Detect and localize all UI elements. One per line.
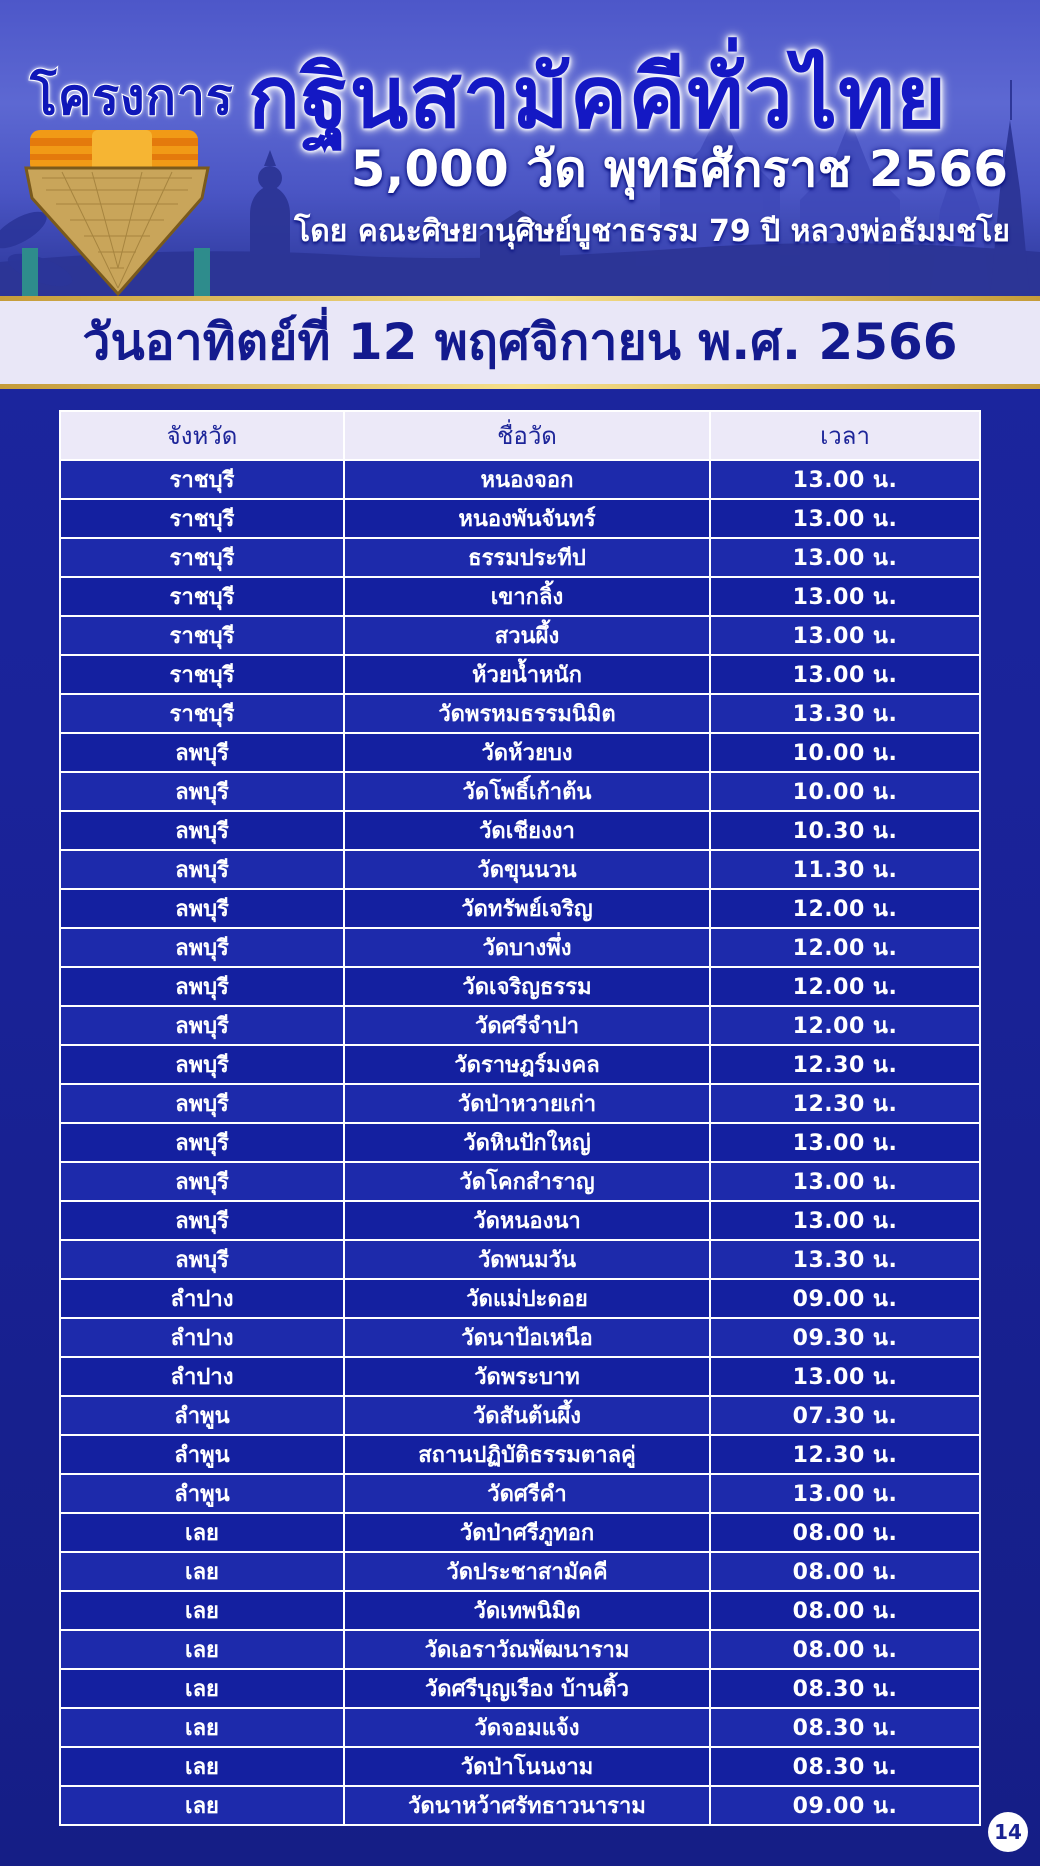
table-row (60, 1240, 980, 1279)
cell-temple-name: วัดบางพึ่ง (344, 928, 710, 967)
table-row (60, 1123, 980, 1162)
cell-time: 08.00 น. (710, 1552, 980, 1591)
table-row (60, 1084, 980, 1123)
organizer-line: โดย คณะศิษยานุศิษย์บูชาธรรม 79 ปี หลวงพ่อธัมมชโย (294, 214, 1010, 249)
table-header-row (60, 411, 980, 460)
cell-province: ลพบุรี (60, 1162, 344, 1201)
cell-time: 08.30 น. (710, 1669, 980, 1708)
cell-temple-name: วัดศรีบุญเรือง บ้านติ้ว (344, 1669, 710, 1708)
date-text: วันอาทิตย์ที่ 12 พฤศจิกายน พ.ศ. 2566 (82, 313, 958, 371)
table-row (60, 1747, 980, 1786)
cell-temple-name: วัดเอราวัณพัฒนาราม (344, 1630, 710, 1669)
cell-time: 13.00 น. (710, 1357, 980, 1396)
cell-time: 12.30 น. (710, 1045, 980, 1084)
cell-time: 11.30 น. (710, 850, 980, 889)
cell-temple-name: วัดศรีจำปา (344, 1006, 710, 1045)
cell-temple-name: วัดห้วยบง (344, 733, 710, 772)
cell-province: ลำปาง (60, 1357, 344, 1396)
cell-province: ลพบุรี (60, 928, 344, 967)
table-row (60, 1708, 980, 1747)
cell-province: ราชบุรี (60, 460, 344, 499)
table-row (60, 460, 980, 499)
schedule-table (59, 410, 981, 1826)
cell-province: เลย (60, 1708, 344, 1747)
cell-time: 08.00 น. (710, 1630, 980, 1669)
cell-time: 13.00 น. (710, 460, 980, 499)
project-label: โครงการ (30, 68, 234, 126)
header-banner (0, 0, 1040, 296)
cell-temple-name: วัดโคกสำราญ (344, 1162, 710, 1201)
cell-temple-name: วัดป่าหวายเก่า (344, 1084, 710, 1123)
cell-province: ลำปาง (60, 1318, 344, 1357)
cell-province: เลย (60, 1669, 344, 1708)
cell-time: 09.00 น. (710, 1279, 980, 1318)
cell-province: เลย (60, 1630, 344, 1669)
cell-temple-name: วัดขุนนวน (344, 850, 710, 889)
cell-time: 12.00 น. (710, 889, 980, 928)
table-row (60, 1201, 980, 1240)
cell-temple-name: เขากลิ้ง (344, 577, 710, 616)
cell-province: ราชบุรี (60, 694, 344, 733)
cell-time: 09.30 น. (710, 1318, 980, 1357)
cell-time: 13.00 น. (710, 499, 980, 538)
table-row (60, 1162, 980, 1201)
cell-temple-name: หนองจอก (344, 460, 710, 499)
cell-province: ราชบุรี (60, 655, 344, 694)
cell-time: 08.30 น. (710, 1747, 980, 1786)
cell-time: 12.30 น. (710, 1084, 980, 1123)
table-row (60, 577, 980, 616)
cell-province: ลำปาง (60, 1279, 344, 1318)
cell-temple-name: วัดเชียงงา (344, 811, 710, 850)
cell-temple-name: วัดศรีคำ (344, 1474, 710, 1513)
table-row (60, 1045, 980, 1084)
table-row (60, 1006, 980, 1045)
cell-time: 10.00 น. (710, 733, 980, 772)
cell-temple-name: วัดราษฎร์มงคล (344, 1045, 710, 1084)
table-row (60, 1669, 980, 1708)
cell-temple-name: วัดป่าโนนงาม (344, 1747, 710, 1786)
cell-temple-name: วัดนาหว้าศรัทธาวนาราม (344, 1786, 710, 1825)
cell-time: 12.30 น. (710, 1435, 980, 1474)
table-row (60, 928, 980, 967)
table-row (60, 694, 980, 733)
cell-temple-name: วัดเทพนิมิต (344, 1591, 710, 1630)
cell-temple-name: วัดหินปักใหญ่ (344, 1123, 710, 1162)
table-row (60, 1630, 980, 1669)
table-row (60, 850, 980, 889)
cell-province: ลพบุรี (60, 1201, 344, 1240)
cell-temple-name: วัดพนมวัน (344, 1240, 710, 1279)
cell-temple-name: สถานปฏิบัติธรรมตาลคู่ (344, 1435, 710, 1474)
cell-temple-name: วัดพระบาท (344, 1357, 710, 1396)
schedule-table-container (59, 410, 979, 1826)
cell-time: 12.00 น. (710, 967, 980, 1006)
cell-province: ลำพูน (60, 1474, 344, 1513)
table-row (60, 772, 980, 811)
table-row (60, 811, 980, 850)
table-row (60, 1357, 980, 1396)
table-row (60, 1318, 980, 1357)
column-header-province: จังหวัด (60, 411, 344, 460)
cell-province: ลพบุรี (60, 1084, 344, 1123)
table-row (60, 499, 980, 538)
cell-time: 10.00 น. (710, 772, 980, 811)
cell-province: เลย (60, 1747, 344, 1786)
cell-time: 08.00 น. (710, 1591, 980, 1630)
table-row (60, 733, 980, 772)
cell-temple-name: สวนผึ้ง (344, 616, 710, 655)
cell-temple-name: วัดจอมแจ้ง (344, 1708, 710, 1747)
table-row (60, 1786, 980, 1825)
table-body (60, 460, 980, 1825)
cell-temple-name: ห้วยน้ำหนัก (344, 655, 710, 694)
cell-temple-name: ธรรมประทีป (344, 538, 710, 577)
column-header-time: เวลา (710, 411, 980, 460)
cell-temple-name: วัดประชาสามัคคี (344, 1552, 710, 1591)
cell-time: 12.00 น. (710, 928, 980, 967)
kathin-robe-image (22, 128, 212, 296)
cell-province: ลพบุรี (60, 772, 344, 811)
table-row (60, 616, 980, 655)
gold-divider-bottom (0, 384, 1040, 389)
cell-time: 13.00 น. (710, 1474, 980, 1513)
page-number-badge: 14 (988, 1812, 1028, 1852)
cell-time: 10.30 น. (710, 811, 980, 850)
cell-time: 13.30 น. (710, 1240, 980, 1279)
table-row (60, 1435, 980, 1474)
cell-time: 13.00 น. (710, 1162, 980, 1201)
cell-temple-name: วัดแม่ปะดอย (344, 1279, 710, 1318)
cell-temple-name: วัดป่าศรีภูทอก (344, 1513, 710, 1552)
cell-time: 07.30 น. (710, 1396, 980, 1435)
table-row (60, 1591, 980, 1630)
cell-temple-name: วัดเจริญธรรม (344, 967, 710, 1006)
column-header-temple: ชื่อวัด (344, 411, 710, 460)
cell-province: ลพบุรี (60, 967, 344, 1006)
table-row (60, 538, 980, 577)
cell-temple-name: วัดนาป้อเหนือ (344, 1318, 710, 1357)
date-banner (0, 301, 1040, 384)
cell-province: ราชบุรี (60, 499, 344, 538)
cell-province: ลพบุรี (60, 1240, 344, 1279)
table-row (60, 967, 980, 1006)
cell-temple-name: วัดทรัพย์เจริญ (344, 889, 710, 928)
table-row (60, 655, 980, 694)
cell-province: ราชบุรี (60, 577, 344, 616)
cell-time: 13.00 น. (710, 616, 980, 655)
table-row (60, 1396, 980, 1435)
cell-province: เลย (60, 1513, 344, 1552)
cell-time: 08.30 น. (710, 1708, 980, 1747)
cell-time: 09.00 น. (710, 1786, 980, 1825)
project-subtitle: 5,000 วัด พุทธศักราช 2566 (350, 140, 1008, 198)
cell-province: ลพบุรี (60, 811, 344, 850)
cell-time: 08.00 น. (710, 1513, 980, 1552)
cell-time: 12.00 น. (710, 1006, 980, 1045)
table-row (60, 1513, 980, 1552)
table-row (60, 889, 980, 928)
cell-province: ลพบุรี (60, 1123, 344, 1162)
cell-temple-name: วัดโพธิ์เก้าต้น (344, 772, 710, 811)
cell-province: ลพบุรี (60, 850, 344, 889)
cell-province: ราชบุรี (60, 538, 344, 577)
project-title: กฐินสามัคคีทั่วไทย (248, 48, 948, 148)
cell-time: 13.30 น. (710, 694, 980, 733)
table-row (60, 1552, 980, 1591)
cell-province: ราชบุรี (60, 616, 344, 655)
cell-temple-name: วัดพรหมธรรมนิมิต (344, 694, 710, 733)
cell-time: 13.00 น. (710, 1201, 980, 1240)
cell-temple-name: หนองพันจันทร์ (344, 499, 710, 538)
cell-province: เลย (60, 1591, 344, 1630)
cell-province: ลพบุรี (60, 889, 344, 928)
cell-province: ลพบุรี (60, 1006, 344, 1045)
table-row (60, 1279, 980, 1318)
cell-province: เลย (60, 1552, 344, 1591)
cell-time: 13.00 น. (710, 655, 980, 694)
cell-province: ลพบุรี (60, 733, 344, 772)
cell-temple-name: วัดหนองนา (344, 1201, 710, 1240)
cell-province: ลำพูน (60, 1435, 344, 1474)
table-row (60, 1474, 980, 1513)
cell-time: 13.00 น. (710, 577, 980, 616)
cell-time: 13.00 น. (710, 538, 980, 577)
cell-province: เลย (60, 1786, 344, 1825)
cell-temple-name: วัดสันต้นผึ้ง (344, 1396, 710, 1435)
cell-time: 13.00 น. (710, 1123, 980, 1162)
cell-province: ลพบุรี (60, 1045, 344, 1084)
cell-province: ลำพูน (60, 1396, 344, 1435)
